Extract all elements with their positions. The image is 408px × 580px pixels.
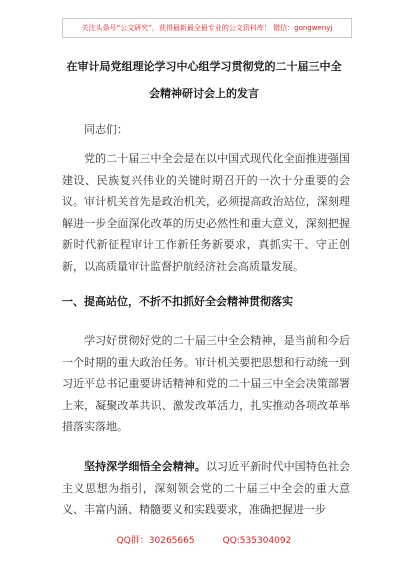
section-heading-1: 一、提高站位，不折不扣抓好全会精神贯彻落实 xyxy=(62,295,293,308)
paragraph-section1-body: 学习好贯彻好党的二十届三中全会精神，是当前和今后一个时期的重大政治任务。审计机关要把思想和行动统一到习近平总书记重要讲话精神和党的二十届三中全会决策部署上来，凝聚改革共识、激发改革活力，扎实推动各项改革举措落实落地。 xyxy=(62,334,350,434)
salutation: 同志们： xyxy=(84,123,128,136)
document-title-line-1: 在审计局党组理论学习中心组学习贯彻党的二十届三中全 xyxy=(66,60,342,73)
promo-banner: 关注头条号“公文研究”，获得最新最全最专业的公文资料库！ 微信：gongwenyj xyxy=(62,18,352,38)
paragraph-lead-bold: 坚持深学细悟全会精神。 xyxy=(84,460,206,473)
paragraph-body-text: 以习近平新时代中国特色社会主义思想为指引，深刻领会党的二十届三中全会的重大意义、丰富内涵、精髓要义和实践要求，准确把握进一步 xyxy=(62,460,351,517)
document-title-line-2: 会精神研讨会上的发言 xyxy=(149,87,259,100)
footer-qq-number: QQ:535304092 xyxy=(222,536,292,546)
footer-contact xyxy=(0,533,408,546)
paragraph-section1-point1 xyxy=(62,456,350,521)
paragraph-intro: 党的二十届三中全会是在以中国式现代化全面推进强国建设、民族复兴伟业的关键时期召开的一次十分重要的会议。审计机关首先是政治机关，必须提高政治站位，深刻理解进一步全面深化改革的历史必然性和重大意义，深刻把握新时代新征程审计工作新任务新要求，真抓实干、守正创新，以高质量审计监督护航经济社会高质量发展。 xyxy=(62,152,350,273)
footer-qq-group: QQ群：30265665 xyxy=(116,536,195,546)
